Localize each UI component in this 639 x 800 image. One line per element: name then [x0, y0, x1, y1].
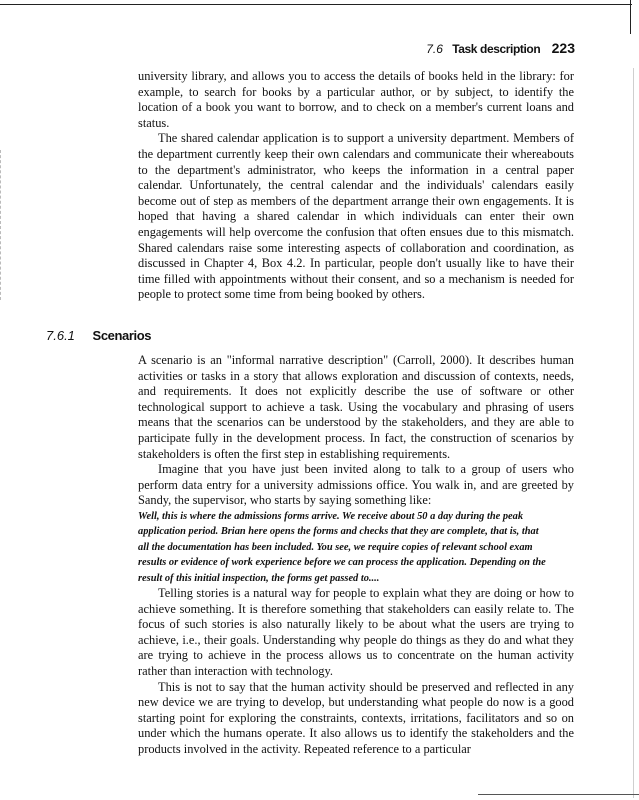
- page-number: 223: [551, 40, 575, 56]
- bottom-rule: [478, 794, 639, 795]
- running-head: [426, 40, 575, 56]
- intro-text-block: [138, 69, 574, 303]
- subsection-number: 7.6.1: [46, 328, 75, 343]
- paragraph: This is not to say that the human activity should be preserved and reflected in any new device we are trying to develop, but understanding what people do now is a good starting point for exploring the constraints, contexts, irritations, facilitators and so on under which the humans operate. It also allows us to identify the stakeholders and the products involved in the activity. Repeated reference to a particular: [138, 679, 574, 756]
- paragraph: A scenario is an "informal narrative description" (Carroll, 2000). It describes human activities or tasks in a story that allows exploration and discussion of contexts, needs, and requirements. It does not explicitly describe the use of software or other technological support to achieve a task. Using the vocabulary and phrasing of users means that the scenarios can be understood by the stakeholders, and they are able to participate fully in the development process. In fact, the construction of scenarios by stakeholders is often the first step in establishing requirements.: [138, 353, 574, 461]
- scenarios-text-block: [138, 353, 574, 758]
- section-number: 7.6: [426, 42, 443, 56]
- section-title: Task description: [452, 42, 541, 56]
- right-page-edge: [633, 68, 634, 798]
- top-rule: [0, 4, 632, 5]
- paragraph: Imagine that you have just been invited along to talk to a group of users who perform data entry for a university admissions office. You walk in, and are greeted by Sandy, the supervisor, who starts by saying something like:: [138, 462, 574, 508]
- paragraph: university library, and allows you to access the details of books held in the library: for example, to search for books by a particular author, or by subject, to identify the location of a book you want to borrow, and to check on a member's current loans and status.: [138, 69, 574, 130]
- corner-rule: [630, 0, 631, 34]
- subsection-heading: [46, 328, 151, 343]
- paragraph: Telling stories is a natural way for people to explain what they are doing or how to achieve something. It is therefore something that stakeholders can easily relate to. The focus of such stories is also naturally likely to be about what the users are trying to achieve, i.e., their goals. Understanding why people do things as they do and what they are trying to achieve in the process allows us to concentrate on the human activity rather than interaction with technology.: [138, 585, 574, 678]
- block-quote: Well, this is where the admissions forms arrive. We receive about 50 a day during the peak application period. Brian here opens the forms and checks that they are complete, that is, that all the documentation has been included. You see, we require copies of relevant school exam results or evidence of work experience before we can process the application. Depending on the result of this initial inspection, the forms get passed to....: [138, 510, 546, 584]
- paragraph: The shared calendar application is to support a university department. Members of the department currently keep their own calendars and communicate their whereabouts to the department's administrator, who keeps the information in a central paper calendar. Unfortunately, the central calendar and the individuals' calendars easily become out of step as members of the department arrange their own engagements. It is hoped that having a shared calendar in which individuals can enter their own engagements will help overcome the confusion that often ensues due to this mismatch. Shared calendars raise some interesting aspects of collaboration and coordination, as discussed in Chapter 4, Box 4.2. In particular, people don't usually like to have their time filled with appointments without their consent, and so a mechanism is needed for people to protect some time from being booked by others.: [138, 131, 574, 302]
- subsection-title: Scenarios: [92, 328, 152, 343]
- left-margin-marks: [0, 150, 3, 300]
